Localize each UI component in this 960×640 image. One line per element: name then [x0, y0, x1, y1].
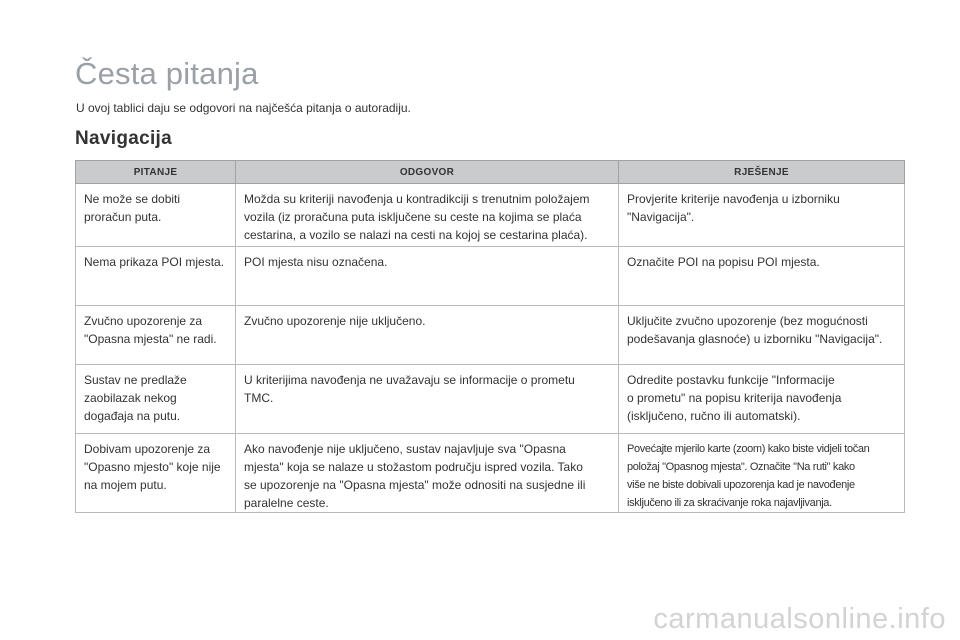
- cell-solution: Uključite zvučno upozorenje (bez mogućnosti podešavanja glasnoće) u izborniku "Navigacija".: [619, 306, 905, 365]
- cell-solution: Provjerite kriterije navođenja u izborniku "Navigacija".: [619, 184, 905, 247]
- watermark: carmanualsonline.info: [653, 603, 946, 635]
- header-solution: RJEŠENJE: [619, 161, 905, 184]
- cell-solution: Odredite postavku funkcije "Informacije o prometu" na popisu kriterija navođenja (isključeno, ručno ili automatski).: [619, 365, 905, 434]
- cell-question: Ne može se dobiti proračun puta.: [76, 184, 236, 247]
- section-title: Navigacija: [75, 128, 172, 149]
- page-title: Česta pitanja: [75, 56, 259, 91]
- faq-table: [75, 160, 905, 513]
- intro-text: U ovoj tablici daju se odgovori na najčešća pitanja o autoradiju.: [76, 101, 411, 115]
- cell-answer: Ako navođenje nije uključeno, sustav najavljuje sva "Opasna mjesta" koja se nalaze u stožastom području ispred vozila. Tako se upozorenje na "Opasna mjesta" može odnositi na susjedne ili paralelne ceste.: [236, 434, 619, 513]
- cell-solution: Označite POI na popisu POI mjesta.: [619, 247, 905, 306]
- cell-solution: [619, 434, 905, 513]
- cell-question: Nema prikaza POI mjesta.: [76, 247, 236, 306]
- cell-answer: Zvučno upozorenje nije uključeno.: [236, 306, 619, 365]
- header-answer: ODGOVOR: [236, 161, 619, 184]
- table-row: [76, 247, 905, 306]
- cell-question: Dobivam upozorenje za "Opasno mjesto" koje nije na mojem putu.: [76, 434, 236, 513]
- cell-solution-text: Povećajte mjerilo karte (zoom) kako biste vidjeli točan položaj "Opasnog mjesta". Označite "Na ruti" kako više ne biste dobivali upozorenja kad je navođenje isključeno ili za skraćivanje roka najavljivanja.: [627, 443, 870, 509]
- table-row: [76, 365, 905, 434]
- table-row: [76, 306, 905, 365]
- cell-question: Sustav ne predlaže zaobilazak nekog događaja na putu.: [76, 365, 236, 434]
- cell-answer: U kriterijima navođenja ne uvažavaju se informacije o prometu TMC.: [236, 365, 619, 434]
- cell-answer: POI mjesta nisu označena.: [236, 247, 619, 306]
- table-header-row: [76, 161, 905, 184]
- cell-answer: Možda su kriteriji navođenja u kontradikciji s trenutnim položajem vozila (iz proračuna puta isključene su ceste na kojima se plaća cestarina, a vozilo se nalazi na cesti na kojoj se cestarina plaća).: [236, 184, 619, 247]
- header-question: PITANJE: [76, 161, 236, 184]
- table-row: [76, 434, 905, 513]
- cell-question: Zvučno upozorenje za "Opasna mjesta" ne radi.: [76, 306, 236, 365]
- table-row: [76, 184, 905, 247]
